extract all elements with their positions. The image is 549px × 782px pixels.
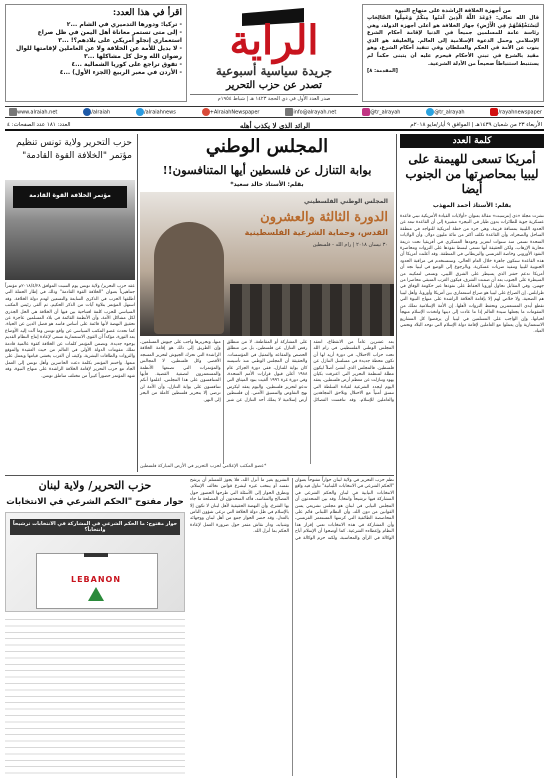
side-photo-caption: مؤتمر الخلافة القوة القادمة — [29, 192, 111, 199]
toc-item[interactable]: - لا بديل للأمة عن الخلافة ولا عن العاملين لإقامتها للوال رضوان الله وحل كل مشاكلها ...٣ — [15, 45, 182, 60]
photo-caption-date: ٣٠ نيسان ٢٠١٨ | رام الله - فلسطين — [312, 242, 388, 248]
editorial-author: بقلم: الأستاذ أحمد المهذب — [432, 202, 512, 209]
social-link[interactable]: /alraiah — [81, 108, 110, 116]
lead-headline-a: المجلس الوطني — [205, 136, 329, 157]
column-divider — [137, 134, 138, 472]
bottom-body-continued — [5, 616, 185, 776]
social-link[interactable]: www.alraiah.net — [7, 108, 57, 116]
dateline-left: العدد: ١٨١ عدد الصفحات: ٤ — [7, 122, 71, 128]
editorial-body: نشرت مجلة «ذي إنترسبت» مقالة بعنوان «أولايات القيادة الأمريكية تبني قاعدة عسكرية جوية للطائرات بدون طيار في النيجر» مشيرة إلى أن القاعدة تبعد عن الحدود الليبية بمسافة قريبة، وهي جزء من خطة أمريكية للتواجد في منطقة الساحل والصحراء، وأن القاعدة تكلف أكثر من مائة مليون دولار. وأن الولايات المتحدة تسعى منذ سنوات لتعزيز وجودها العسكري في أفريقيا تحت ذريعة محاربة الإرهاب، ولكن الحقيقة أنها تسعى لبسط نفوذها على الثروات ومحاصرة النفوذ الأوروبي وخاصة الفرنسي والبريطاني في المنطقة. وقد أعلنت أمريكا أن هذه القاعدة ستكون جاهزة خلال العام الحالي، وستستخدم في مراقبة الحدود الجنوبية لليبيا وتنفيذ ضربات عسكرية. وبالرجوع إلى الوضع في ليبيا نجد أن أمريكا تدعم حفتر الذي يسيطر على الشرق الليبي، وتسعى لتمكينه من السيطرة على الجنوب بعد أن ضمنت الشرق، فيكون الغرب المتبقي محاصرا من جهتين. وفي المقابل تحاول أوروبا الحفاظ على نفوذها عبر حكومة الوفاق في طرابلس. إن الصراع على ليبيا هو صراع استعماري بين أمريكا وأوروبا، وأهل ليبيا هم الضحية، ولا خلاص لهم إلا بإقامة الخلافة الراشدة على منهاج النبوة التي تقطع أيدي المستعمرين وتحفظ الثروات لأهلها. إن الأمة الإسلامية تملك من المقومات ما يجعلها سيدة العالم إذا ما عادت إلى دينها واتخذت الإسلام منهجاً لحياتها، وإن الواجب على المسلمين في ليبيا أن يرفضوا كل المشاريع الاستعمارية وأن يعملوا مع العاملين لإقامة دولة الإسلام التي توحد البلاد وتحمي العباد. — [400, 214, 544, 335]
photo-caption-org: المجلس الوطني الفلسطيني — [303, 198, 388, 205]
banner-quote-text: قال الله تعالى: ﴿وَعَدَ اللَّهُ الَّذِينَ آمَنُوا مِنكُمْ وَعَمِلُوا الصَّالِحَاتِ لَيَسْتَخْلِفَنَّهُمْ فِي الْأَرْضِ﴾ جهاز الخلافة هو أعلى أجهزة الدولة، وهي رئاسة عامة للمسلمين جميعاً في الدنيا لإقامة أحكام الشرع الإسلامي وحمل الدعوة الإسلامية إلى العالم. والخليفة هو الذي ينوب عن الأمة في الحكم والسلطان وفي تنفيذ أحكام الشرع، وهو مقيد بالشرع في تبني الأحكام فيحرم عليه أن يتبنى حكماً لم يستنبط استنباطاً صحيحاً من الأدلة الشرعية. — [367, 15, 539, 67]
masthead-subtitle: جريدة سياسية أسبوعية — [215, 64, 333, 78]
social-link[interactable]: +AlraiahNewspaper — [200, 108, 260, 116]
lead-photo — [140, 192, 394, 336]
side-body: عقد حزب التحرير/ ولاية تونس يوم السبت الموافق ٢٠١٨/٤/٢٨م مؤتمراً جماهيرياً بعنوان "الخلافة القوة القادمة" وذلك في إطار الحملة التي أطلقها الحزب في الذكرى السابعة والتسعين لهدم دولة الخلافة. وقد استهل المؤتمر بتلاوة آيات من الذكر الحكيم، ثم ألقى رئيس المكتب السياسي للحزب كلمة افتتاحية بين فيها أن الخلافة هي الحل الجذري لكل مشاكل الأمة، وأن الأنظمة القائمة في بلاد المسلمين عاجزة عن تحقيق النهضة لأنها قائمة على أساس فاسد هو فصل الدين عن الحياة. كما تحدث عضو المكتب السياسي عن واقع تونس وما آلت إليه الأوضاع بعد الثورة، مؤكداً أن القوى الاستعمارية تسعى لإعادة إنتاج النظام القديم بوجوه جديدة. وتضمن المؤتمر كلمات عن الخلافة كقوة عالمية قادمة تملك مقومات الدولة الأولى في العالم من حيث العقيدة والموقع والثروات والطاقات البشرية، وكيف أن الغرب يخشى قيامها ويعمل على منعها. واختتم المؤتمر بكلمة دعت الحاضرين وأهل تونس إلى العمل الجاد مع حزب التحرير لإقامة الخلافة الراشدة على منهاج النبوة، وقد شهد المؤتمر حضوراً كبيراً من مختلف مناطق تونس. — [5, 284, 135, 379]
bottom-headline-b: حوار مفتوح "الحكم الشرعي في الانتخابات — [6, 497, 184, 507]
toc-item[interactable]: - تركيا: ودورها التدميري في الشام ...٢ — [66, 21, 182, 28]
lead-footnote: *عضو المكتب الإعلامي لحزب التحرير في الأرض المباركة فلسطين — [140, 464, 267, 469]
ballot-slot — [84, 553, 108, 557]
social-bar — [5, 106, 544, 118]
social-link[interactable]: info@alrayah.net — [283, 108, 336, 116]
table-of-contents — [5, 4, 187, 102]
lead-author: بقلم: الأستاذ خالد سعيد* — [230, 181, 304, 188]
toc-item[interactable]: - الأردن في معبر الربيع (الجزء الأول) ...٤ — [59, 69, 182, 76]
cedar-icon — [88, 587, 104, 601]
toc-item[interactable]: - إلى متى تستمر معاناة أهل اليمن في ظل صراع استعماري إنجلو أمريكي على بلادهم؟! ...٣ — [37, 29, 182, 44]
bottom-photo-tag: LEBANON — [70, 575, 122, 584]
side-headline: حزب التحرير ولاية تونس تنظيم مؤتمر "الخلافة القوة القادمة" — [16, 138, 132, 161]
social-link[interactable]: @tr_alrayah — [424, 108, 464, 116]
toc-item[interactable]: - تفوق تراجع على كوريا الشمالية ...٤ — [71, 61, 182, 68]
instagram-icon — [362, 108, 370, 116]
social-link[interactable]: /rayahnewspaper — [488, 108, 541, 116]
bottom-photo-caption: حوار مفتوح: ما الحكم الشرعي في المشاركة في الانتخابات ترشيحاً وانتخاباً؟ — [10, 519, 180, 535]
photo-caption-line: القدس، وحماية الشرعية الفلسطينية — [244, 228, 388, 237]
banner-quote-ref: [المقدمة: ٨] — [367, 68, 398, 75]
audience-row — [230, 284, 394, 336]
social-link[interactable]: @tr_alrayah — [360, 108, 400, 116]
bottom-photo — [5, 512, 185, 612]
lead-headline-b: بوابة التنازل عن فلسطين أيها المتنافسون!! — [162, 163, 372, 177]
web-icon — [9, 108, 17, 116]
editorial-column — [400, 134, 544, 778]
google-plus-icon — [202, 108, 210, 116]
masthead-issue-line: صدر العدد الأول في ذي الحجة ١٤٢٣ هـ | شباط ١٩٥٤م — [190, 94, 358, 102]
masthead-logo: الراية — [229, 17, 319, 64]
masthead — [190, 4, 358, 104]
dateline-center: الرائد الذي لا يكذب أهله — [239, 121, 311, 130]
masthead-tagline: تصدر عن حزب التحرير — [226, 80, 322, 91]
toc-title: اقرأ في هذا العدد: — [112, 8, 182, 18]
dateline-right: الأربعاء ٢٣ من شعبان ١٤٣٩هـ | الموافق ٩ أيار/مايو ٢٠١٨م — [410, 122, 542, 128]
lead-body: بعد عشرين عاماً من الانقطاع، انعقد المجلس الوطني الفلسطيني في رام الله تحت حراب الاحتلال، في دورة أريد لها أن تكون محطة جديدة في مسلسل التنازل عن فلسطين. فالمجلس الذي أنشئ أصلاً ليكون مظلة لمنظمة التحرير التي اعترفت بكيان يهود وتنازلت عن معظم أرض فلسطين، يعقد اليوم ليجدد الشرعية لقيادة السلطة التي تنسق أمنياً مع الاحتلال وتلاحق المجاهدين والعاملين للإسلام. وقد تنافست الفصائل على المشاركة أو المقاطعة، لا من منطلق رفض التنازل عن فلسطين، بل من منطلق الحصص والمقاعد والتمثيل في المؤسسات. والحقيقة أن المجلس الوطني منذ تأسيسه كان بوابة للتنازل، ففي دورة الجزائر عام ١٩٨٨ أعلن قبول قرارات الأمم المتحدة، وفي دورة غزة ١٩٩٦ ألغيت بنود الميثاق التي تدعو لتحرير فلسطين، واليوم يعقد ليكرس نهج التفاوض والتنسيق الأمني. إن فلسطين أرض إسلامية لا يملك أحد التنازل عن شبر منها، وتحريرها واجب على جيوش المسلمين، وإن الطريق إلى ذلك هو إقامة الخلافة الراشدة التي تحرك الجيوش لتحرير المسجد الأقصى وكل فلسطين، لا المجالس والمؤتمرات التي تصنعها الأنظمة والمستعمرون لتصفية القضية. فأيها المتنافسون على هذا المجلس، اعلموا أنكم تتنافسون على بوابة التنازل، وأن الأمة لن ترضى إلا بتحرير فلسطين كاملة من البحر إلى النهر. — [140, 340, 394, 403]
bottom-divider — [5, 475, 394, 476]
telegram-icon — [136, 108, 144, 116]
banner-quote-heading: من أجهزة الخلافة الراشدة على منهاج النبوة — [395, 8, 511, 14]
column-divider — [396, 134, 397, 778]
portrait-figure — [154, 222, 224, 334]
editorial-headline: أمريكا تسعى للهيمنة على ليبيا بمحاصرتها من الجنوب أيضا — [405, 152, 539, 196]
bottom-headline-a: حزب التحرير/ ولاية لبنان — [38, 479, 152, 492]
dateline-bar — [5, 120, 544, 131]
bottom-body: نظم حزب التحرير في ولاية لبنان حواراً مفتوحاً بعنوان "الحكم الشرعي في الانتخابات اللبنانية" تناول فيه واقع الانتخابات النيابية في لبنان والحكم الشرعي في المشاركة فيها ترشيحاً وانتخاباً. وقد بين المتحدثون أن المجلس النيابي في لبنان هو مجلس تشريعي يسن القوانين من دون الله، وأن النظام اللبناني قائم على المحاصصة الطائفية التي كرسها المستعمر الفرنسي، وأن المشاركة في هذه الانتخابات تعني إقرار هذا النظام وإعطاءه الشرعية. كما أوضحوا أن الإسلام أباح الوكالة في الرأي والمحاسبة، ولكنه حرم الوكالة في التشريع بغير ما أنزل الله، فلا يجوز للمسلم أن يرشح نفسه أو ينتخب غيره ليشرع قوانين تخالف الإسلام. وتطرق الحوار إلى الأسئلة التي طرحها الحضور حول المصالح والمفاسد، فأكد المتحدثون أن المصلحة ما جاء بها الشرع، وأن النهضة الحقيقية لأهل لبنان لا تكون إلا بالإسلام في ظل دولة الخلافة التي ترعى شؤون الناس بالعدل. وقد حضر الحوار جمع من أهل لبنان ووجهائه وشبابه، ودار نقاش مثمر حول ضرورة العمل لإعادة الحكم بما أنزل الله. — [190, 478, 394, 541]
social-link[interactable]: /alraiahnews — [134, 108, 176, 116]
banner-quote — [362, 4, 544, 102]
editorial-label: كلمة العدد — [400, 134, 544, 148]
photo-caption-title: الدورة الثالثة والعشرون — [260, 210, 388, 225]
side-photo — [5, 180, 135, 280]
